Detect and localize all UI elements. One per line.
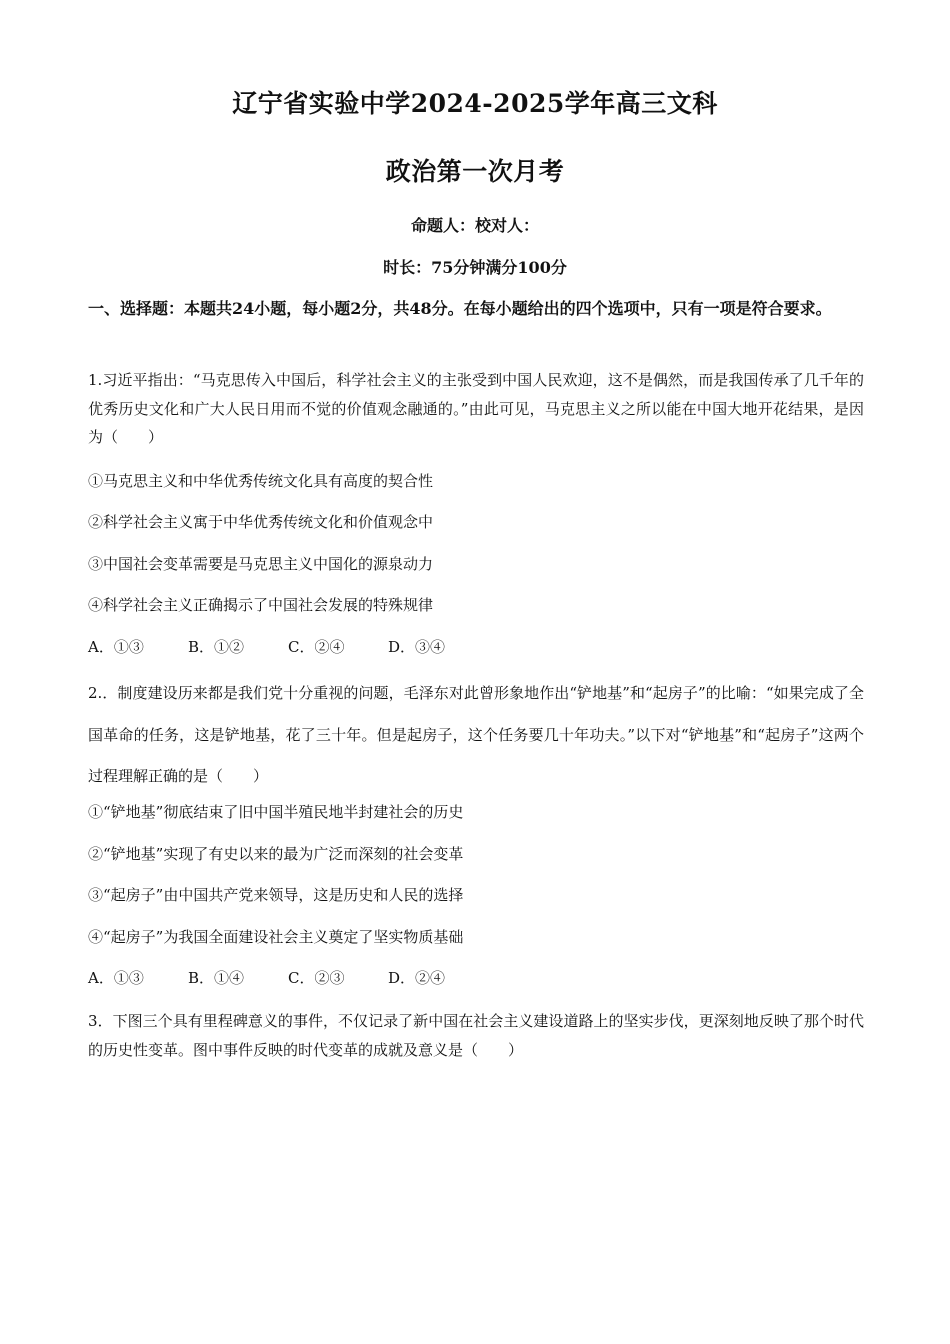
question-1-statement-3: ③中国社会变革需要是马克思主义中国化的源泉动力 [88,555,434,573]
question-3-stem: 3．下图三个具有里程碑意义的事件，不仅记录了新中国在社会主义建设道路上的坚实步伐，更深刻地反映了那个时代的历史性变革。图中事件反映的时代变革的成就及意义是（ ） [88,1012,864,1059]
question-1-statement-2: ②科学社会主义寓于中华优秀传统文化和价值观念中 [88,513,434,531]
section-heading: 一、选择题：本题共24小题，每小题2分，共48分。在每小题给出的四个选项中，只有一项是符合要求。 [88,299,832,318]
question-1-stem: 1.习近平指出：“马克思传入中国后，科学社会主义的主张受到中国人民欢迎，这不是偶然，而是我国传承了几千年的优秀历史文化和广大人民日用而不觉的价值观念融通的。”由此可见，马克思主义之所以能在中国大地开花结果，是因为（ ） [88,371,864,446]
question-1-statement-1: ①马克思主义和中华优秀传统文化具有高度的契合性 [88,472,434,490]
question-2-option-b: B．①④ [188,969,245,987]
exam-duration: 时长：75分钟满分100分 [383,258,567,277]
question-2-option-c: C．②③ [288,969,345,987]
question-2-option-d: D．②④ [388,969,446,987]
question-2-statement-3: ③“起房子”由中国共产党来领导，这是历史和人民的选择 [88,886,464,904]
question-2-option-a: A．①③ [88,969,144,987]
exam-title-line1: 辽宁省实验中学2024-2025学年高三文科 [232,89,718,118]
exam-title-line2: 政治第一次月考 [385,157,565,186]
question-1-option-d: D．③④ [388,638,446,656]
question-1-option-c: C．②④ [288,638,345,656]
question-1-options [88,636,445,657]
question-2-statement-4: ④“起房子”为我国全面建设社会主义奠定了坚实物质基础 [88,928,464,946]
question-2-statement-2: ②“铲地基”实现了有史以来的最为广泛而深刻的社会变革 [88,845,464,863]
question-1-option-a: A．①③ [88,638,144,656]
question-2-options [88,967,445,988]
question-1-statement-4: ④科学社会主义正确揭示了中国社会发展的特殊规律 [88,596,434,614]
question-2-stem: 2.．制度建设历来都是我们党十分重视的问题，毛泽东对此曾形象地作出“铲地基”和“起房子”的比喻：“如果完成了全国革命的任务，这是铲地基，花了三十年。但是起房子，这个任务要几十年功夫。”以下对“铲地基”和“起房子”这两个过程理解正确的是（ ） [88,684,864,785]
question-2-statement-1: ①“铲地基”彻底结束了旧中国半殖民地半封建社会的历史 [88,803,464,821]
exam-authors: 命题人：校对人： [410,216,539,235]
question-1-option-b: B．①② [188,638,245,656]
